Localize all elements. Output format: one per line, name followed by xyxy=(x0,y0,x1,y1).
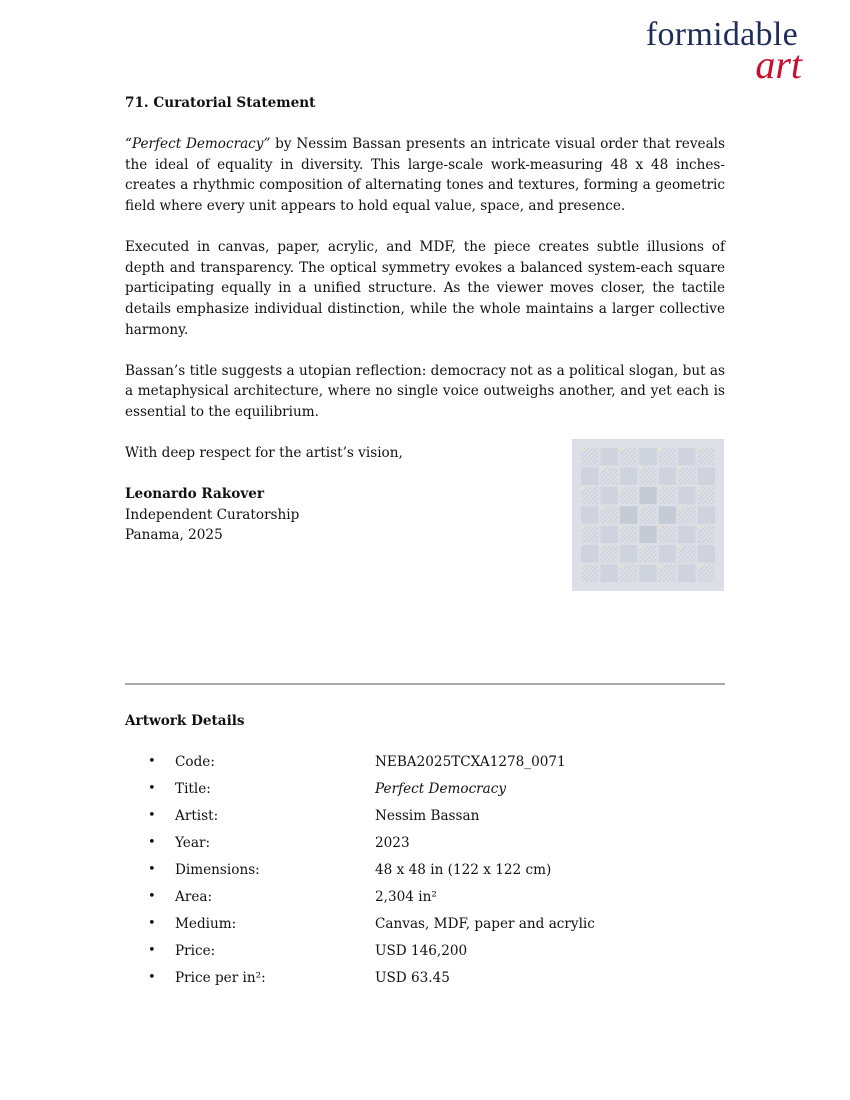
logo-wordmark: formidable xyxy=(645,16,798,53)
details-list xyxy=(125,752,725,995)
artwork-square xyxy=(639,526,656,543)
artwork-square xyxy=(698,467,715,484)
artwork-square xyxy=(659,545,676,562)
artwork-square xyxy=(678,565,695,582)
formidable-art-logo xyxy=(645,16,802,87)
artwork-accent xyxy=(600,467,603,470)
artwork-square xyxy=(698,506,715,523)
artwork-accent xyxy=(581,565,584,568)
logo-accent: art xyxy=(755,42,802,87)
artwork-accent xyxy=(639,467,642,470)
artwork-square xyxy=(639,565,656,582)
artwork-accent xyxy=(581,487,584,490)
detail-row-dimensions: • Dimensions: 48 x 48 in (122 x 122 cm) xyxy=(148,862,552,878)
artwork-accent xyxy=(659,487,662,490)
artwork-accent xyxy=(678,467,681,470)
statement-heading: 71. Curatorial Statement xyxy=(125,95,316,111)
artwork-image xyxy=(572,439,724,591)
detail-row-code: • Code: NEBA2025TCXA1278_0071 xyxy=(148,754,566,770)
detail-row-year: • Year: 2023 xyxy=(148,835,410,851)
artwork-accent xyxy=(698,487,701,490)
artwork-square xyxy=(639,487,656,504)
artwork-accent xyxy=(620,526,623,529)
signature-role: Independent Curatorship xyxy=(125,506,300,523)
signature-place: Panama, 2025 xyxy=(125,527,223,544)
artwork-square xyxy=(600,487,617,504)
artwork-square xyxy=(678,487,695,504)
detail-row-title: • Title: Perfect Democracy xyxy=(148,781,507,797)
artwork-title-quote: “Perfect Democracy” xyxy=(125,136,271,153)
artwork-accent xyxy=(639,545,642,548)
artwork-accent xyxy=(698,526,701,529)
detail-row-area: • Area: 2,304 in² xyxy=(148,889,437,905)
artwork-square xyxy=(678,448,695,465)
artwork-accent xyxy=(659,448,662,451)
artwork-accent xyxy=(620,565,623,568)
artwork-accent xyxy=(600,545,603,548)
artwork-square xyxy=(600,448,617,465)
detail-row-artist: • Artist: Nessim Bassan xyxy=(148,808,480,824)
closing-line: With deep respect for the artist’s vision, xyxy=(125,445,403,462)
artwork-square xyxy=(659,467,676,484)
artwork-accent xyxy=(600,506,603,509)
artwork-accent xyxy=(581,526,584,529)
artwork-accent xyxy=(659,526,662,529)
details-title: Artwork Details xyxy=(125,713,245,729)
artwork-accent xyxy=(581,448,584,451)
signature-name: Leonardo Rakover xyxy=(125,486,265,503)
artwork-square xyxy=(581,506,598,523)
detail-row-price: • Price: USD 146,200 xyxy=(148,943,468,959)
artwork-square xyxy=(620,467,637,484)
statement-paragraph-2: Executed in canvas, paper, acrylic, and MDF, the piece creates subtle illusions of depth and transparency. The optical symmetry evokes a balanced system-each square participating equally in a unified structure. As the viewer moves closer, the tactile details emphasize individual distinction, while the whole maintains a larger collective harmony. xyxy=(125,239,725,338)
paragraph-1-text: by Nessim Bassan presents an intricate visual order that reveals the ideal of equality in diversity. This large-scale work-measuring 48 x 48 inches-creates a rhythmic composition of alternating tones and textures, forming a geometric field where every unit appears to hold equal value, space, and presence. xyxy=(125,136,725,214)
artwork-details xyxy=(125,711,725,995)
detail-row-medium: • Medium: Canvas, MDF, paper and acrylic xyxy=(148,916,595,932)
statement-paragraph-3: Bassan’s title suggests a utopian reflection: democracy not as a political slogan, but as a metaphysical architecture, where no single voice outweighs another, and yet each is essential to the equilibrium. xyxy=(125,362,725,420)
artwork-square xyxy=(659,506,676,523)
statement-paragraph-1 xyxy=(125,134,725,216)
artwork-square xyxy=(600,565,617,582)
artwork-square xyxy=(600,526,617,543)
detail-row-price-per-area: • Price per in²: USD 63.45 xyxy=(148,970,450,986)
artwork-accent xyxy=(620,487,623,490)
artwork-square xyxy=(698,545,715,562)
artwork-square xyxy=(620,506,637,523)
section-divider xyxy=(125,683,725,685)
artwork-accent xyxy=(698,565,701,568)
artwork-square xyxy=(581,467,598,484)
artwork-square xyxy=(620,545,637,562)
artwork-accent xyxy=(620,448,623,451)
artwork-accent xyxy=(659,565,662,568)
artwork-square xyxy=(678,526,695,543)
artwork-square xyxy=(581,545,598,562)
artwork-accent xyxy=(698,448,701,451)
artwork-accent xyxy=(678,545,681,548)
artwork-accent xyxy=(639,506,642,509)
artwork-accent xyxy=(678,506,681,509)
artwork-square xyxy=(639,448,656,465)
